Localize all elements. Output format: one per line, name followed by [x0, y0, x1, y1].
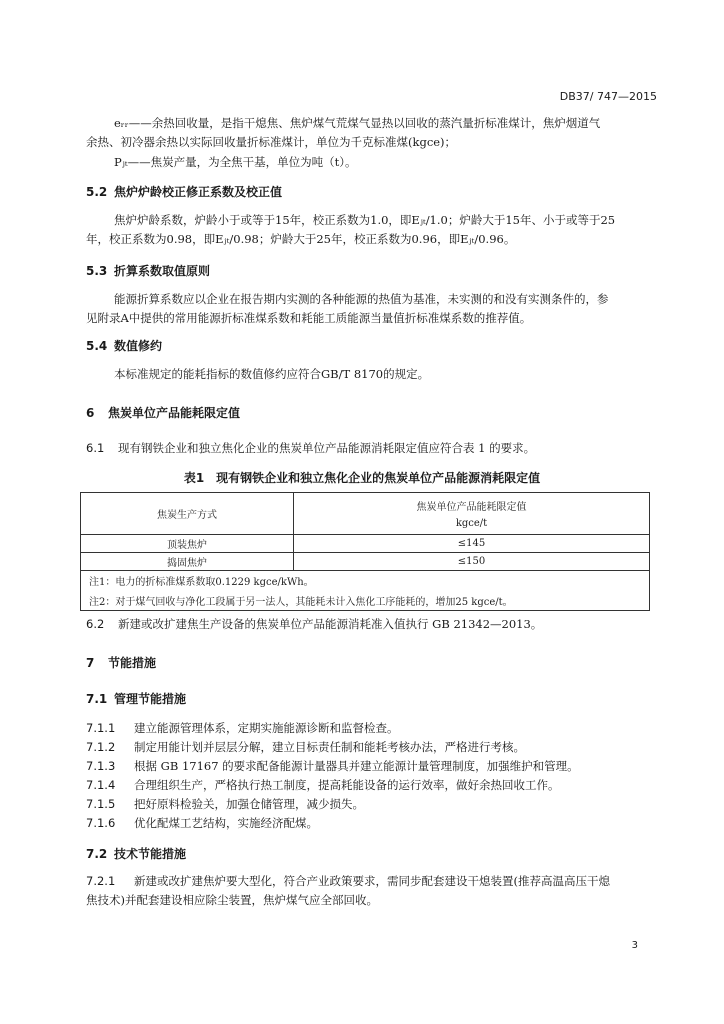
- item-7-2-1-line1: [86, 873, 610, 889]
- section-title: 技术节能措施: [114, 847, 187, 861]
- table-header-limit-unit: kgce/t: [455, 518, 488, 529]
- table-note-row: [81, 571, 650, 591]
- item-text: 现有钢铁企业和独立焦化企业的焦炭单位产品能源消耗限定值应符合表 1 的要求。: [118, 441, 536, 455]
- table-note-row: [81, 591, 650, 611]
- item-number: 7.1.3: [86, 759, 116, 773]
- item-number: 7.1.4: [86, 778, 116, 792]
- table-cell-method: 捣固焦炉: [81, 553, 294, 571]
- section-title: 焦炉炉龄校正修正系数及校正值: [114, 185, 283, 199]
- section-7-1-heading: [86, 690, 186, 707]
- section-title: 焦炭单位产品能耗限定值: [108, 406, 241, 420]
- section-number: 7: [86, 656, 95, 670]
- section-number: 7.1: [86, 692, 108, 706]
- definition-err-line1: eᵣᵣ——余热回收量，是指干熄焦、焦炉煤气荒煤气显热以回收的蒸汽量折标准煤计，焦炉烟道气: [114, 116, 601, 130]
- table-note-2: 注2：对于煤气回收与净化工段属于另一法人，其能耗未计入焦化工序能耗的，增加25 kgce/t。: [81, 591, 650, 611]
- item-text: 新建或改扩建焦生产设备的焦炭单位产品能源消耗准入值执行 GB 21342—2013。: [118, 617, 543, 631]
- table-note-1: 注1：电力的折标准煤系数取0.1229 kgce/kWh。: [81, 571, 650, 591]
- table-header-limit-title: 焦炭单位产品能耗限定值: [416, 502, 527, 513]
- list-item: [86, 758, 579, 774]
- list-item: [86, 720, 399, 736]
- section-number: 6: [86, 406, 95, 420]
- item-number: 7.1.1: [86, 721, 116, 735]
- section-title: 折算系数取值原则: [114, 264, 211, 278]
- table-header-row: [81, 493, 650, 535]
- item-number: 6.1: [86, 441, 105, 455]
- list-item: [86, 739, 525, 755]
- list-item: [86, 815, 318, 831]
- section-title: 管理节能措施: [114, 692, 187, 706]
- definition-err-line2: 余热、初冷器余热以实际回收量折标准煤计，单位为千克标准煤(kgce)；: [86, 135, 457, 149]
- section-5-3-text-line1: 能源折算系数应以企业在报告期内实测的各种能源的热值为基准，未实测的和没有实测条件的，参: [114, 292, 609, 306]
- section-title: 节能措施: [108, 656, 157, 670]
- section-7-2-heading: [86, 845, 186, 862]
- item-number: 7.1.6: [86, 816, 116, 830]
- item-number: 7.2.1: [86, 874, 116, 888]
- section-7-heading: [86, 654, 156, 671]
- page-number: 3: [631, 940, 638, 951]
- item-text: 把好原料检验关，加强仓储管理，减少损失。: [134, 797, 364, 811]
- item-text: 根据 GB 17167 的要求配备能源计量器具并建立能源计量管理制度，加强维护和管理。: [134, 759, 579, 773]
- table-cell-method: 顶装焦炉: [81, 535, 294, 553]
- section-number: 5.4: [86, 339, 108, 353]
- table-row: [81, 553, 650, 571]
- section-number: 5.3: [86, 264, 108, 278]
- item-7-2-1-line2: 焦技术)并配套建设相应除尘装置，焦炉煤气应全部回收。: [86, 893, 378, 907]
- section-5-2-text-line2: 年，校正系数为0.98，即Eⱼₜ/0.98；炉龄大于25年，校正系数为0.96，即Eⱼₜ/0.96。: [86, 232, 516, 246]
- energy-limit-table: [80, 492, 650, 611]
- table-caption: 表1 现有钢铁企业和独立焦化企业的焦炭单位产品能源消耗限定值: [183, 471, 541, 485]
- section-5-4-text: 本标准规定的能耗指标的数值修约应符合GB/T 8170的规定。: [114, 367, 430, 381]
- table-header-method: 焦炭生产方式: [81, 493, 294, 535]
- section-5-2-text-line1: 焦炉炉龄系数，炉龄小于或等于15年，校正系数为1.0，即Eⱼₜ/1.0；炉龄大于15年、小于或等于25: [114, 213, 616, 227]
- section-title: 数值修约: [114, 339, 163, 353]
- section-5-4-heading: [86, 337, 162, 354]
- section-5-3-text-line2: 见附录A中提供的常用能源折标准煤系数和耗能工质能源当量值折标准煤系数的推荐值。: [86, 311, 532, 325]
- table-cell-value: ≤145: [294, 535, 650, 553]
- section-6-heading: [86, 404, 240, 421]
- item-text: 制定用能计划并层层分解，建立目标责任制和能耗考核办法，严格进行考核。: [134, 740, 525, 754]
- section-number: 7.2: [86, 847, 108, 861]
- section-5-3-heading: [86, 262, 210, 279]
- item-text: 建立能源管理体系，定期实施能源诊断和监督检查。: [134, 721, 399, 735]
- list-item: [86, 796, 364, 812]
- table-header-limit: [294, 493, 650, 535]
- item-6-2: [86, 616, 542, 632]
- item-number: 7.1.2: [86, 740, 116, 754]
- item-number: 7.1.5: [86, 797, 116, 811]
- section-5-2-heading: [86, 183, 282, 200]
- standard-number: DB37/ 747—2015: [559, 90, 657, 103]
- item-text: 合理组织生产，严格执行热工制度，提高耗能设备的运行效率，做好余热回收工作。: [134, 778, 560, 792]
- table-row: [81, 535, 650, 553]
- list-item: [86, 777, 560, 793]
- item-text: 新建或改扩建焦炉要大型化，符合产业政策要求，需同步配套建设干熄装置(推荐高温高压干熄: [134, 874, 610, 888]
- table-cell-value: ≤150: [294, 553, 650, 571]
- section-number: 5.2: [86, 185, 108, 199]
- definition-pjt: Pⱼₜ——焦炭产量，为全焦干基，单位为吨（t）。: [114, 155, 357, 169]
- item-text: 优化配煤工艺结构，实施经济配煤。: [134, 816, 318, 830]
- item-number: 6.2: [86, 617, 105, 631]
- item-6-1: [86, 440, 535, 456]
